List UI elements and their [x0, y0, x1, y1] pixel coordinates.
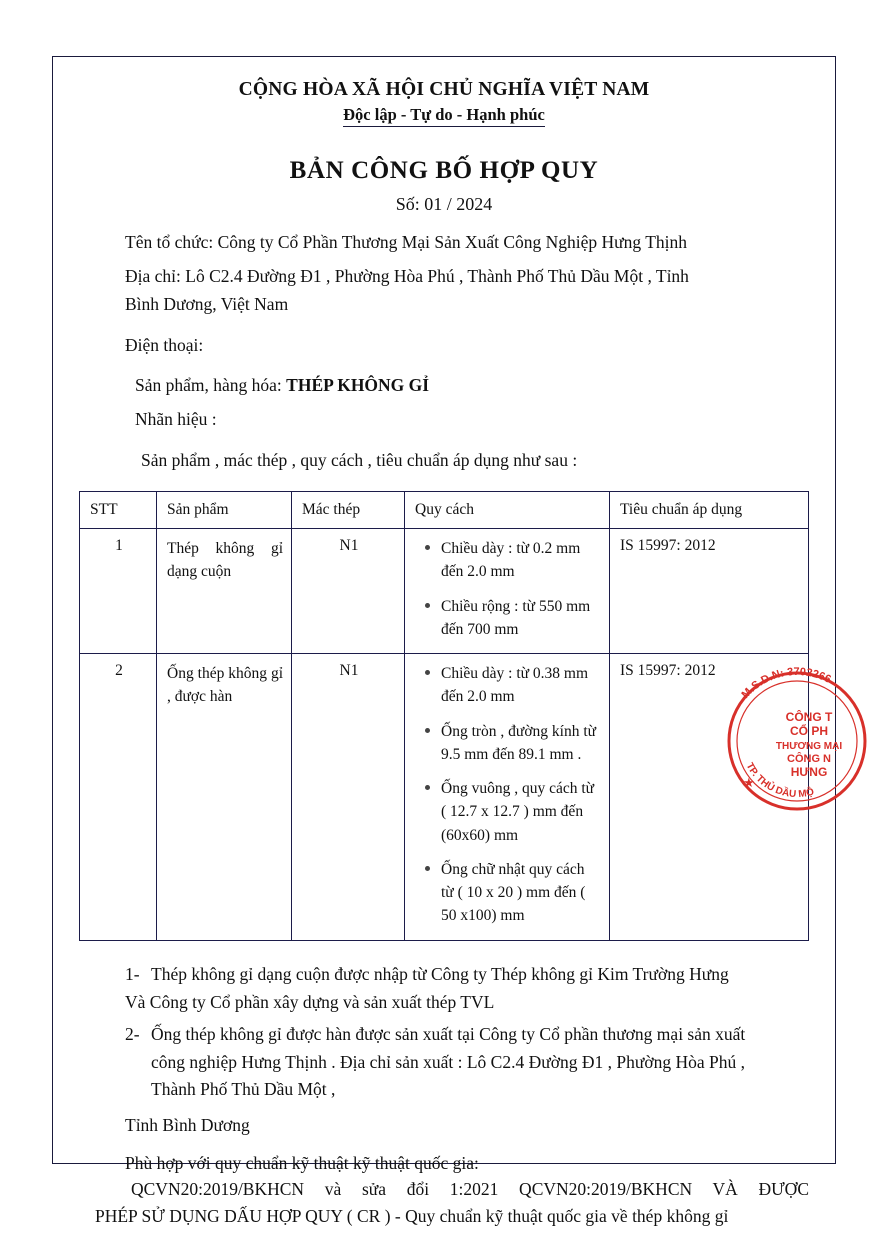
- list-item: Ống vuông , quy cách từ ( 12.7 x 12.7 ) mm đến (60x60) mm: [441, 777, 601, 847]
- stamp-star-icon: ★: [743, 775, 755, 790]
- note-item: [79, 1021, 809, 1047]
- cell-grade: N1: [292, 654, 405, 941]
- org-name-value: Công ty Cổ Phần Thương Mại Sản Xuất Công Nghiệp Hưng Thịnh: [217, 232, 688, 252]
- stamp-line-5: HƯNG: [790, 765, 828, 779]
- note-text-continued: công nghiệp Hưng Thịnh . Địa chỉ sản xuất : Lô C2.4 Đường Đ1 , Phường Hòa Phú ,: [151, 1052, 745, 1073]
- national-title: CỘNG HÒA XÃ HỘI CHỦ NGHĨA VIỆT NAM: [238, 79, 650, 100]
- document-body: [53, 57, 835, 1226]
- specification-table: [79, 491, 809, 941]
- list-item: Chiều dày : từ 0.2 mm đến 2.0 mm: [441, 537, 601, 584]
- spec-intro-line: Sản phẩm , mác thép , quy cách , tiêu chuẩn áp dụng như sau :: [141, 449, 578, 470]
- org-address-line1: Địa chỉ: Lô C2.4 Đường Đ1 , Phường Hòa Phú , Thành Phố Thủ Dầu Một , Tỉnh: [125, 265, 689, 286]
- note-text-continued: Thành Phố Thủ Dầu Một ,: [151, 1078, 336, 1099]
- document-title-block: [79, 157, 809, 215]
- note-number: 1-: [125, 963, 140, 984]
- column-header-stt: STT: [80, 492, 157, 529]
- column-header-grade: Mác thép: [292, 492, 405, 529]
- national-header: [79, 79, 809, 127]
- cell-standard: IS 15997: 2012: [610, 654, 809, 941]
- note-text: Ống thép không gỉ được hàn được sản xuất tại Công ty Cổ phần thương mại sản xuất: [151, 1024, 746, 1045]
- cell-grade: N1: [292, 529, 405, 654]
- stamp-arc-text: M.S.D.N: 3702266: [739, 665, 833, 701]
- product-value: THÉP KHÔNG GỈ: [286, 375, 430, 396]
- national-motto: Độc lập - Tự do - Hạnh phúc: [343, 105, 545, 127]
- stamp-line-2: CỔ PH: [789, 724, 829, 738]
- cell-standard: IS 15997: 2012: [610, 529, 809, 654]
- stamp-line-1: CÔNG T: [785, 710, 833, 724]
- stamp-bottom-text: TP. THỦ DẦU MỘ: [743, 761, 816, 801]
- org-address-line2: Bình Dương, Việt Nam: [125, 294, 289, 315]
- list-item: Ống tròn , đường kính từ 9.5 mm đến 89.1 mm .: [441, 720, 601, 767]
- spec-list: [415, 537, 601, 641]
- stamp-line-4: CÔNG N: [787, 753, 831, 765]
- table-header-row: [80, 492, 809, 529]
- org-name-label: Tên tổ chức:: [125, 232, 218, 252]
- document-number: Số: 01 / 2024: [395, 194, 493, 214]
- org-phone-line: Điện thoại:: [125, 334, 204, 355]
- note-text: Thép không gỉ dạng cuộn được nhập từ Công ty Thép không gỉ Kim Trường Hưng: [151, 963, 729, 984]
- note-text-continued: Tỉnh Bình Dương: [125, 1114, 250, 1135]
- closing-line-1: Phù hợp với quy chuẩn kỹ thuật kỹ thuật quốc gia:: [125, 1153, 479, 1174]
- list-item: Chiều rộng : từ 550 mm đến 700 mm: [441, 595, 601, 642]
- note-text-continued: Và Công ty Cổ phần xây dựng và sản xuất thép TVL: [125, 991, 495, 1012]
- spec-list: [415, 662, 601, 928]
- cell-stt: 1: [80, 529, 157, 654]
- page-title: BẢN CÔNG BỐ HỢP QUY: [289, 157, 599, 184]
- column-header-standard: Tiêu chuẩn áp dụng: [610, 492, 809, 529]
- cell-stt: 2: [80, 654, 157, 941]
- brand-line: Nhãn hiệu :: [135, 408, 217, 429]
- note-number: 2-: [125, 1024, 140, 1045]
- list-item: Chiều dày : từ 0.38 mm đến 2.0 mm: [441, 662, 601, 709]
- org-name-line: [79, 229, 809, 256]
- table-row: [80, 529, 809, 654]
- note-item: [79, 961, 809, 987]
- cell-spec: [405, 529, 610, 654]
- table-row: [80, 654, 809, 941]
- notes-section: [79, 961, 809, 1139]
- cell-spec: [405, 654, 610, 941]
- cell-product: Ống thép không gỉ , được hàn: [157, 654, 292, 941]
- closing-line-2: QCVN20:2019/BKHCN và sửa đổi 1:2021 QCVN20:2019/BKHCN VÀ ĐƯỢC: [131, 1179, 809, 1200]
- closing-section: [79, 1150, 809, 1229]
- product-line: [79, 372, 809, 399]
- document-page: [52, 56, 843, 1226]
- column-header-spec: Quy cách: [405, 492, 610, 529]
- stamp-line-3: THƯƠNG MẠI: [775, 741, 843, 752]
- cell-product: Thép không gỉ dạng cuộn: [157, 529, 292, 654]
- product-label: Sản phẩm, hàng hóa:: [135, 375, 287, 396]
- closing-line-3: PHÉP SỬ DỤNG DẤU HỢP QUY ( CR ) - Quy chuẩn kỹ thuật quốc gia về thép không gỉ: [95, 1205, 729, 1226]
- list-item: Ống chữ nhật quy cách từ ( 10 x 20 ) mm đến ( 50 x100) mm: [441, 858, 601, 928]
- column-header-product: Sản phẩm: [157, 492, 292, 529]
